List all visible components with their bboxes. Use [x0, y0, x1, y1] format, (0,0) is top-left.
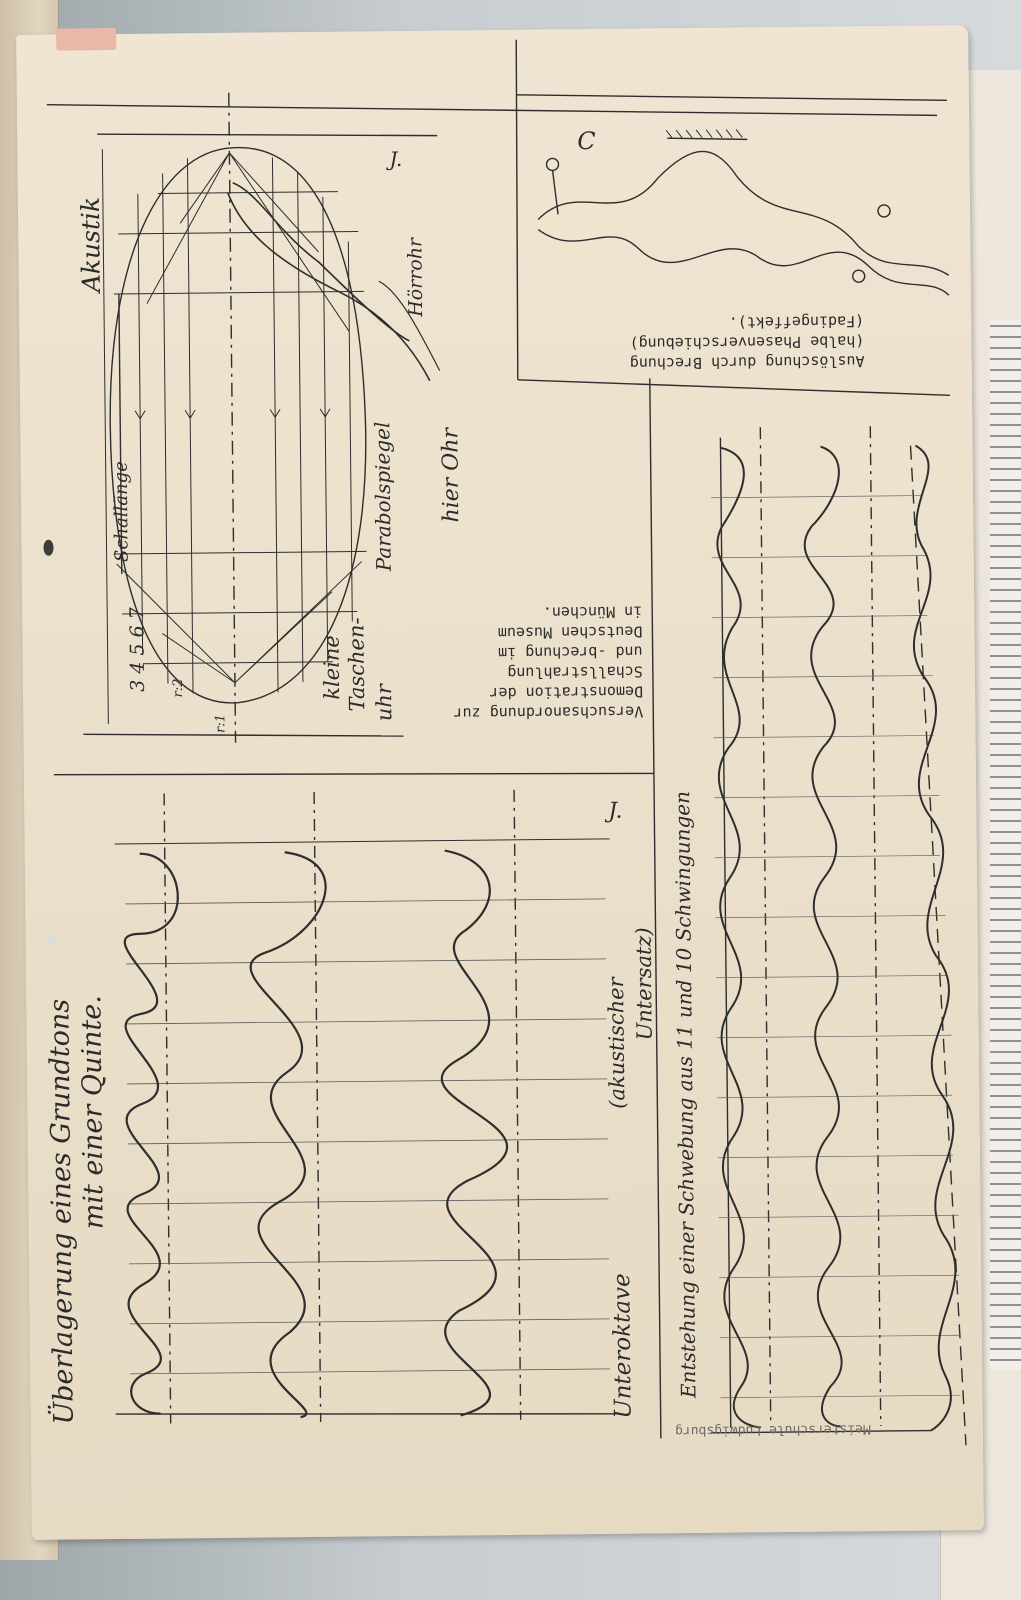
- experiment-caption-line: Schallstrahlung: [507, 662, 643, 682]
- untersatz-label-2: Untersatz): [631, 927, 657, 1041]
- experiment-caption-line: Deutschen Museum: [497, 622, 643, 643]
- school-stamp: Meisterschule Ludwigsburg: [675, 1421, 871, 1439]
- parabolspiegel-label: Parabolspiegel: [370, 421, 396, 572]
- hier-ohr-label: hier Ohr: [438, 427, 465, 523]
- superposition-title: Überlagerung eines Grundtons: [44, 998, 80, 1425]
- ray-numbers: 3 4 5 6 7: [126, 607, 150, 692]
- experiment-caption-line: Demonstration der: [489, 682, 644, 703]
- letter-mark: C: [577, 126, 596, 156]
- fading-caption: [629, 311, 864, 373]
- hoerrohr-label: Hörrohr: [404, 237, 428, 317]
- schalllaenge-label: Schallänge: [110, 461, 133, 563]
- ratio-label-2: r:2: [170, 678, 187, 698]
- frame-lines: [46, 35, 961, 1444]
- akustik-heading: Akustik: [75, 196, 106, 293]
- superposition-subtitle: mit einer Quinte.: [76, 995, 110, 1230]
- initial-mark: J.: [608, 798, 623, 824]
- taschen-label: Taschen-: [344, 617, 370, 712]
- experiment-caption: [452, 602, 643, 724]
- fading-caption-line: Auslöschung durch Brechung: [629, 352, 865, 373]
- initial-mark: J.: [389, 146, 403, 172]
- experiment-caption-line: in München.: [542, 602, 643, 622]
- experiment-caption-line: und -brechung im: [498, 642, 643, 663]
- ratio-label-1: r:1: [213, 713, 229, 733]
- phase-wave-sketch: [537, 127, 949, 299]
- fading-caption-line: (halbe Phasenverschiebung): [629, 332, 865, 353]
- background-page-print: [990, 320, 1021, 1370]
- fading-caption-line: (Fadingeffekt).: [728, 312, 865, 332]
- document-page: [16, 25, 984, 1540]
- untersatz-label-1: (akustischer: [604, 977, 630, 1109]
- unteroktave-label: Unteroktave: [609, 1273, 637, 1419]
- technical-drawing: [16, 25, 984, 1540]
- beat-title: Entstehung einer Schwebung aus 11 und 10 Schwingungen: [670, 790, 701, 1399]
- superposition-waves: [109, 789, 616, 1424]
- beat-waves: [700, 425, 966, 1448]
- experiment-caption-line: Versuchsanordnung zur: [453, 702, 644, 723]
- uhr-label: uhr: [371, 683, 397, 722]
- kleine-label: kleine: [319, 635, 345, 700]
